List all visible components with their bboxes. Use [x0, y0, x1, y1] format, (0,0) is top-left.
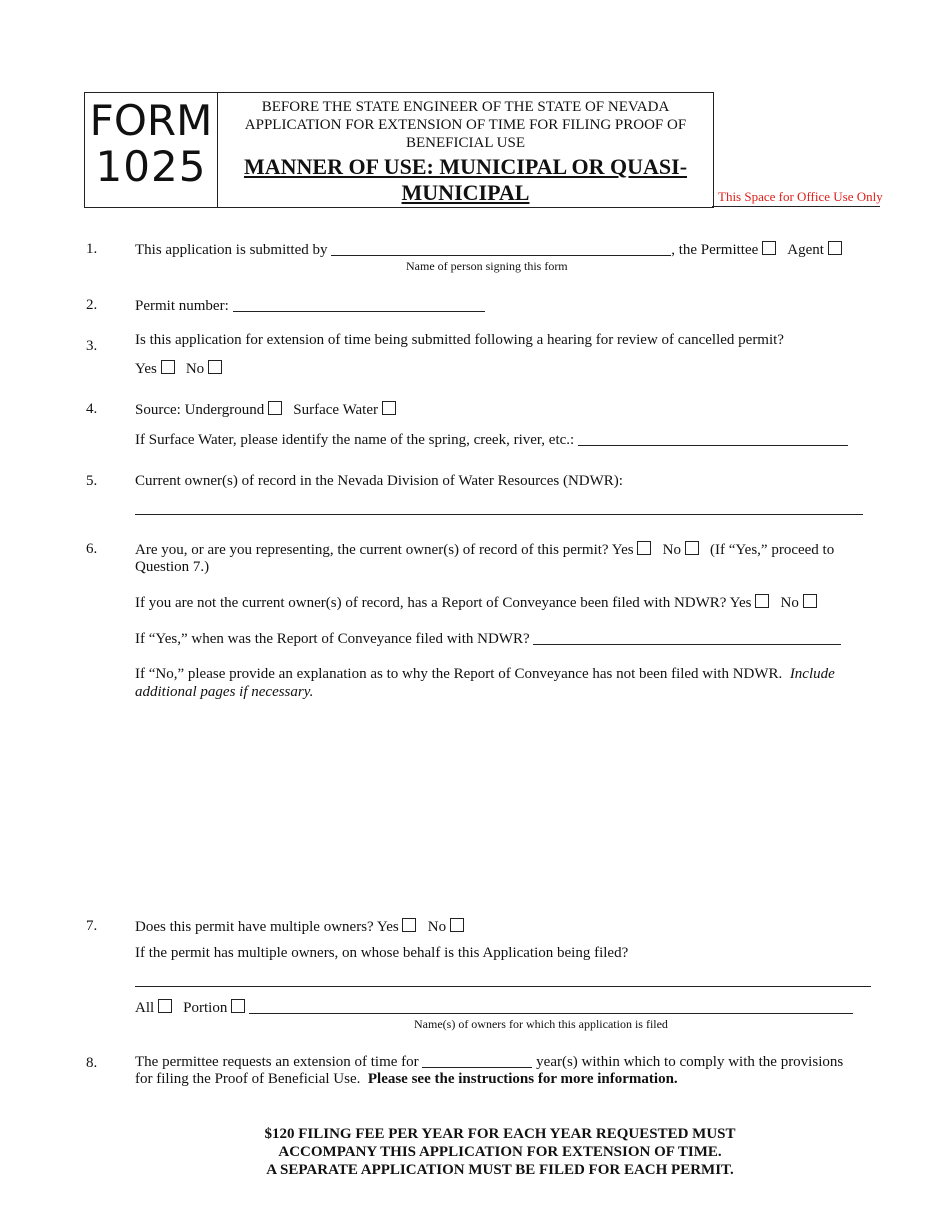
agent-label: Agent — [787, 242, 824, 258]
q6-conveyance-no-label: No — [780, 595, 799, 611]
question-number-6: 6. — [86, 541, 98, 557]
q6-text: Are you, or are you representing, the current owner(s) of record of this permit? — [135, 542, 609, 558]
conveyance-yes-checkbox[interactable] — [755, 594, 769, 608]
question-number-3: 3. — [86, 338, 98, 354]
fee-line-3: A SEPARATE APPLICATION MUST BE FILED FOR EACH PERMIT. — [266, 1162, 734, 1178]
q4-surface-label: Surface Water — [293, 402, 379, 418]
header-line-1: BEFORE THE STATE ENGINEER OF THE STATE OF NEVADA — [261, 99, 670, 115]
portion-label: Portion — [183, 1000, 228, 1016]
question-number-2: 2. — [86, 297, 98, 313]
question-number-8: 8. — [86, 1055, 98, 1071]
q3-yes-checkbox[interactable] — [161, 360, 175, 374]
question-2 — [135, 297, 485, 315]
question-number-1: 1. — [86, 241, 98, 257]
q3-text: Is this application for extension of time being submitted following a hearing for review of cancelled permit? — [135, 332, 784, 348]
q8-line-1 — [135, 1053, 843, 1071]
q4-source-label: Source: Underground — [135, 402, 265, 418]
q6-no-checkbox[interactable] — [685, 541, 699, 555]
current-owner-field[interactable] — [135, 514, 863, 515]
all-checkbox[interactable] — [158, 999, 172, 1013]
years-requested-field[interactable] — [422, 1053, 532, 1068]
q6-yes-label: Yes — [611, 542, 634, 558]
q7-question — [135, 918, 464, 936]
form-number: 1025 — [95, 142, 207, 191]
q6-conveyance — [135, 594, 817, 612]
q6-no-label: No — [662, 542, 681, 558]
q8-text-2: year(s) within which to comply with the provisions — [536, 1054, 844, 1070]
q7-text: Does this permit have multiple owners? — [135, 919, 374, 935]
q2-text: Permit number: — [135, 298, 229, 314]
fee-line-2: ACCOMPANY THIS APPLICATION FOR EXTENSION OF TIME. — [278, 1144, 722, 1160]
owner-names-field[interactable] — [249, 999, 853, 1014]
behalf-field[interactable] — [135, 986, 871, 987]
fee-line-1: $120 FILING FEE PER YEAR FOR EACH YEAR REQUESTED MUST — [264, 1126, 736, 1142]
form-word: FORM — [89, 96, 213, 145]
surface-water-name-field[interactable] — [578, 431, 848, 446]
agent-checkbox[interactable] — [828, 241, 842, 255]
q6-yes-checkbox[interactable] — [637, 541, 651, 555]
q3-no-label: No — [185, 361, 205, 377]
q6-conveyance-yes-label: Yes — [729, 595, 752, 611]
q3-no-checkbox[interactable] — [208, 360, 222, 374]
header-line-2: APPLICATION FOR EXTENSION OF TIME FOR FILING PROOF OF — [244, 117, 687, 133]
conveyance-date-field[interactable] — [533, 630, 841, 645]
q3-options — [135, 360, 222, 378]
q8-text-1: The permittee requests an extension of time for — [135, 1054, 419, 1070]
q6-explain-italic: Include — [789, 666, 835, 682]
q6-explain — [135, 666, 835, 683]
q1-suffix: , the Permittee — [671, 242, 759, 258]
q6-proceed: (If “Yes,” proceed to — [709, 542, 835, 558]
permittee-checkbox[interactable] — [762, 241, 776, 255]
q7-yes-label: Yes — [376, 919, 399, 935]
q7-no-checkbox[interactable] — [450, 918, 464, 932]
q6-explain-italic-continued: additional pages if necessary. — [135, 684, 314, 700]
surface-water-checkbox[interactable] — [382, 401, 396, 415]
q7-all-portion — [135, 999, 853, 1017]
form-header — [84, 92, 714, 208]
underground-checkbox[interactable] — [268, 401, 282, 415]
office-use-label: This Space for Office Use Only — [718, 189, 883, 204]
question-number-7: 7. — [86, 918, 98, 934]
q6-when-text: If “Yes,” when was the Report of Conveyance filed with NDWR? — [135, 631, 530, 647]
signer-name-field[interactable] — [331, 241, 671, 256]
all-label: All — [135, 1000, 155, 1016]
q6-conveyance-text: If you are not the current owner(s) of record, has a Report of Conveyance been filed with NDWR? — [135, 595, 727, 611]
question-number-4: 4. — [86, 401, 98, 417]
owner-names-caption: Name(s) of owners for which this application is filed — [414, 1017, 668, 1031]
q6-explain-text: If “No,” please provide an explanation as to why the Report of Conveyance has not been filed with NDWR. — [135, 666, 783, 682]
signer-name-caption: Name of person signing this form — [406, 259, 568, 273]
q8-bold: Please see the instructions for more information. — [367, 1071, 678, 1087]
q3-yes-label: Yes — [135, 361, 157, 377]
form-id-cell — [85, 93, 218, 207]
header-line-3: BENEFICIAL USE — [405, 135, 526, 151]
explanation-area[interactable] — [135, 704, 865, 904]
portion-checkbox[interactable] — [231, 999, 245, 1013]
question-number-5: 5. — [86, 473, 98, 489]
question-1 — [135, 241, 842, 259]
conveyance-no-checkbox[interactable] — [803, 594, 817, 608]
title-cell — [218, 93, 713, 207]
page-title: MANNER OF USE: MUNICIPAL OR QUASI-MUNICIPAL — [243, 154, 688, 205]
q5-text: Current owner(s) of record in the Nevada Division of Water Resources (NDWR): — [135, 473, 623, 489]
q4-source — [135, 401, 396, 419]
q8-text-3: for filing the Proof of Beneficial Use. — [135, 1071, 361, 1087]
q6-question — [135, 541, 834, 559]
q4-identify — [135, 431, 848, 449]
office-use-divider — [712, 206, 880, 207]
q7-behalf: If the permit has multiple owners, on whose behalf is this Application being filed? — [135, 945, 629, 961]
q8-line-2 — [135, 1071, 678, 1088]
q7-no-label: No — [427, 919, 447, 935]
q4-identify-text: If Surface Water, please identify the name of the spring, creek, river, etc.: — [135, 432, 575, 448]
permit-number-field[interactable] — [233, 297, 485, 312]
q6-proceed-continued: Question 7.) — [135, 559, 210, 575]
q6-when — [135, 630, 841, 648]
q1-text: This application is submitted by — [135, 242, 328, 258]
q7-yes-checkbox[interactable] — [402, 918, 416, 932]
